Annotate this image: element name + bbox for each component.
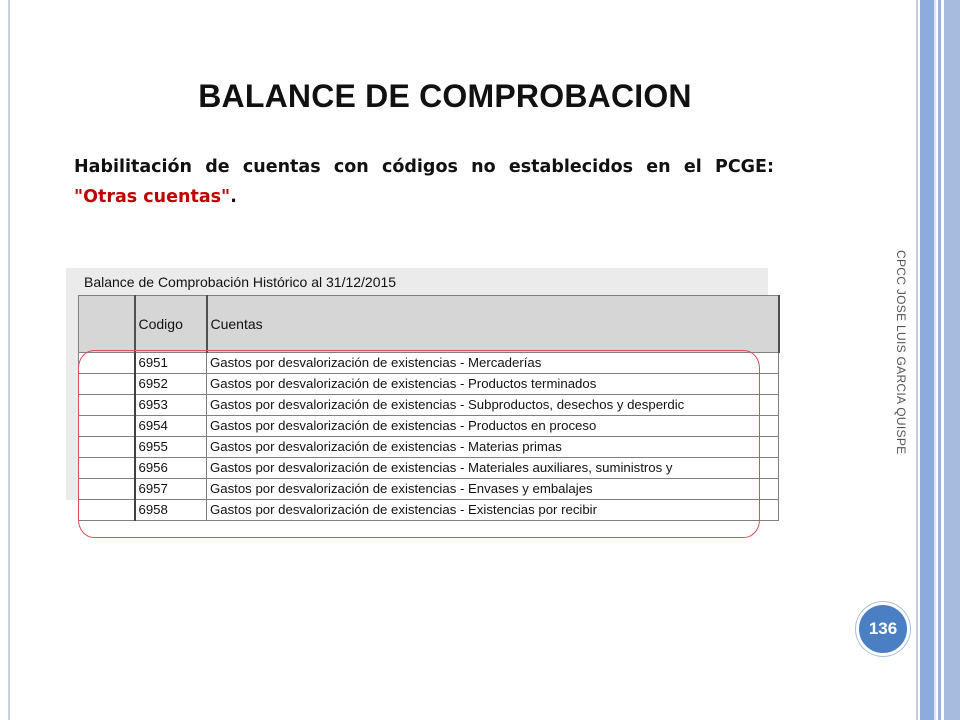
account-name-cell[interactable]: Gastos por desvalorización de existencias - Existencias por recibir	[207, 500, 779, 521]
table-row[interactable]	[79, 500, 779, 521]
account-code-cell[interactable]: 6953	[135, 395, 207, 416]
account-code-cell[interactable]: 6952	[135, 374, 207, 395]
paragraph-highlight: "Otras cuentas"	[74, 187, 231, 207]
row-selector[interactable]	[79, 395, 135, 416]
table-header-row	[79, 296, 779, 353]
account-name-cell[interactable]: Gastos por desvalorización de existencias - Envases y embalajes	[207, 479, 779, 500]
account-code-cell[interactable]: 6958	[135, 500, 207, 521]
account-code-cell[interactable]: 6955	[135, 437, 207, 458]
account-code-cell[interactable]: 6957	[135, 479, 207, 500]
table-row[interactable]	[79, 458, 779, 479]
account-code-cell[interactable]: 6956	[135, 458, 207, 479]
column-header-cuentas[interactable]: Cuentas	[207, 296, 779, 353]
account-name-cell[interactable]: Gastos por desvalorización de existencias - Productos terminados	[207, 374, 779, 395]
row-selector[interactable]	[79, 353, 135, 374]
account-name-cell[interactable]: Gastos por desvalorización de existencias - Materias primas	[207, 437, 779, 458]
table-row[interactable]	[79, 395, 779, 416]
table-row[interactable]	[79, 374, 779, 395]
row-selector[interactable]	[79, 416, 135, 437]
account-name-cell[interactable]: Gastos por desvalorización de existencias - Materiales auxiliares, suministros y	[207, 458, 779, 479]
page-number-badge: 136	[856, 602, 910, 656]
grid-caption: Balance de Comprobación Histórico al 31/12/2015	[84, 274, 397, 290]
row-selector-header	[79, 296, 135, 353]
balance-grid-screenshot	[66, 268, 768, 517]
account-code-cell[interactable]: 6951	[135, 353, 207, 374]
row-selector[interactable]	[79, 458, 135, 479]
account-name-cell[interactable]: Gastos por desvalorización de existencias - Subproductos, desechos y desperdic	[207, 395, 779, 416]
account-name-cell[interactable]: Gastos por desvalorización de existencias - Mercaderías	[207, 353, 779, 374]
paragraph-end: .	[230, 187, 237, 207]
right-decorative-stripes	[916, 0, 960, 720]
slide-paragraph	[74, 152, 774, 212]
slide-title: BALANCE DE COMPROBACION	[198, 78, 692, 114]
column-header-codigo[interactable]: Codigo	[135, 296, 207, 353]
row-selector[interactable]	[79, 500, 135, 521]
row-selector[interactable]	[79, 374, 135, 395]
row-selector[interactable]	[79, 437, 135, 458]
table-row[interactable]	[79, 353, 779, 374]
accounts-table	[78, 295, 780, 521]
row-selector[interactable]	[79, 479, 135, 500]
author-vertical-text: CPCC JOSE LUIS GARCIA QUISPE	[894, 250, 908, 455]
account-code-cell[interactable]: 6954	[135, 416, 207, 437]
paragraph-text: Habilitación de cuentas con códigos no establecidos en el PCGE:	[74, 157, 774, 177]
table-row[interactable]	[79, 416, 779, 437]
table-row[interactable]	[79, 437, 779, 458]
table-row[interactable]	[79, 479, 779, 500]
account-name-cell[interactable]: Gastos por desvalorización de existencias - Productos en proceso	[207, 416, 779, 437]
